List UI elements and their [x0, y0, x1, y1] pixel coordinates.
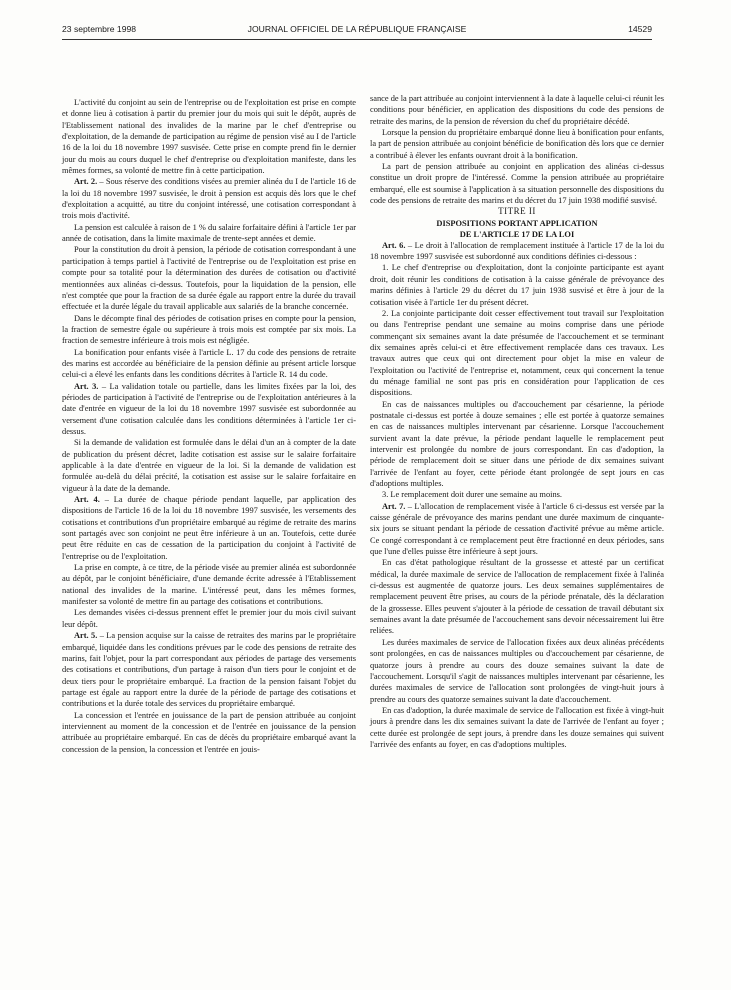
paragraph — [370, 705, 664, 750]
paragraph-text: Les demandes visées ci-dessus prennent effet le premier jour du mois civil suivant leur dépôt. — [62, 608, 356, 629]
paragraph-text: 1. Le chef d'entreprise ou d'exploitation, dont la conjointe participante est ayant droit, doit réunir les conditions de cotisation à la caisse générale de prévoyance des marins définies à l'article 29 du décret du 17 juin 1938 susvisé et être à jour de la cotisation visée à l'article 1er du présent décret. — [370, 263, 664, 307]
paragraph-text: – La validation totale ou partielle, dans les limites fixées par la loi, des périodes de participation à l'activité de l'entreprise ou de l'exploitation antérieures à la date d'entrée en vigueur de la loi du 18 novembre 1997 susvisée est subordonnée au versement d'une cotisation calculée dans les conditions déterminées à l'article 1er ci-dessus. — [62, 381, 356, 436]
article-paragraph — [62, 494, 356, 562]
paragraph-text: – L'allocation de remplacement visée à l'article 6 ci-dessus est versée par la caisse générale de prévoyance des marins pendant une durée maximum de cinquante-six jours se situant pendant la période de cessation d'activité prévue au même article. Ce congé correspondant à ce remplacement peut être fractionné en deux périodes, sans que l'une d'elles puisse être inférieure à sept jours. — [370, 501, 665, 557]
article-paragraph — [62, 176, 356, 221]
paragraph-text: En cas d'état pathologique résultant de la grossesse et attesté par un certificat médical, la durée maximale de service de l'allocation de remplacement fixée à l'alinéa ci-dessus est augmentée de quatorze jours. Les deux semaines supplémentaires de remplacement peuvent être prises, au cours de la période prénatale, dès la déclaration de la grossesse. Elles peuvent s'ajouter à la période de cessation de travail débutant six semaines avant la date présumée de l'accouchement sans devoir nécessairement lui être reliées. — [370, 558, 664, 636]
left-column — [62, 97, 356, 755]
paragraph-text: En cas d'adoption, la durée maximale de service de l'allocation est fixée à vingt-huit jours à prendre dans les dix semaines suivant la date de l'arrivée de l'enfant au foyer ; cette durée est prolongée de sept jours, à prendre dans les douze semaines qui suivent l'arrivée des enfants au foyer, en cas d'adoptions multiples. — [370, 705, 664, 749]
paragraph-text: – Le droit à l'allocation de remplacement instituée à l'article 17 de la loi du 18 novembre 1997 susvisée est subordonné aux conditions définies ci-dessous : — [370, 240, 665, 262]
article-label: Art. 6. — [382, 240, 406, 250]
paragraph — [370, 489, 664, 500]
header-rule — [62, 39, 652, 40]
page-header — [62, 22, 652, 38]
article-paragraph — [62, 630, 356, 709]
titre-subheading-line2: DE L'ARTICLE 17 DE LA LOI — [459, 229, 575, 239]
paragraph — [62, 244, 356, 312]
paragraph — [370, 161, 664, 206]
article-label: Art. 5. — [74, 631, 98, 641]
paragraph-text: 3. Le remplacement doit durer une semaine au moins. — [382, 490, 563, 500]
paragraph-text: – La durée de chaque période pendant laquelle, par application des dispositions de l'article 16 de la loi du 18 novembre 1997 susvisée, les versements des cotisations et contributions d'un propriétaire embarqué au régime de retraite des marins sont partagés avec son conjoint ne peut être inférieure à un an. Toutefois, cette durée peut être réduite en cas de cessation de la participation du conjoint à l'activité de l'entreprise ou de l'exploitation. — [62, 495, 356, 561]
paragraph — [370, 637, 664, 705]
article-label: Art. 4. — [74, 495, 100, 505]
paragraph-text: En cas de naissances multiples ou d'accouchement par césarienne, la période postnatale ci-dessus est portée à douze semaines ; elle est portée à quatorze semaines en cas de naissances multiples intervenant par césarienne. Lorsque l'accouchement survient avant la date prévue, la période pendant laquelle le remplacement peut intervenir est prolongée du nombre de jours correspondant. En cas d'adoption, la période de remplacement doit se situer dans une période de dix semaines suivant l'arrivée de l'enfant au foyer, cette période étant prolongée de sept jours en cas d'adoptions multiples. — [370, 399, 664, 488]
article-label: Art. 3. — [74, 381, 99, 391]
paragraph-text: Si la demande de validation est formulée dans le délai d'un an à compter de la date de publication du présent décret, ladite cotisation est assise sur le salaire forfaitaire applicable à la date d'entrée en vigueur de la loi. Si la demande de validation est formulée au-delà du délai précité, la cotisation est assise sur le salaire forfaitaire en vigueur à la date de la demande. — [62, 438, 356, 493]
paragraph — [370, 399, 664, 490]
right-column — [370, 93, 664, 750]
paragraph-text: La bonification pour enfants visée à l'article L. 17 du code des pensions de retraite des marins est accordée au bénéficiaire de la pension définie au présent article lorsque celui-ci a élevé les enfants dans les conditions décrites à l'article R. 14 du code. — [62, 347, 356, 380]
paragraph-text: Lorsque la pension du propriétaire embarqué donne lieu à bonification pour enfants, la part de pension attribuée au conjoint bénéficie de bonification dès lors que ce dernier a contribué à élever les enfants ouvrant droit à la bonification. — [370, 128, 664, 160]
article-label: Art. 2. — [74, 177, 98, 187]
paragraph — [370, 262, 664, 307]
paragraph — [370, 308, 664, 399]
paragraph — [62, 562, 356, 607]
paragraph-text: Les durées maximales de service de l'allocation fixées aux deux alinéas précédents sont prolongées, en cas de naissances multiples ou d'accouchement par césarienne, de quatorze jours à prendre au cours des douze semaines suivant la date de l'accouchement. Lorsqu'il s'agit de naissances multiples intervenant par césarienne, les durées maximales de service de l'allocation sont prolongées de vingt-huit jours à prendre au cours des quatorze semaines suivant la date d'accouchement. — [370, 637, 664, 704]
article-paragraph — [62, 381, 356, 438]
journal-title: JOURNAL OFFICIEL DE LA RÉPUBLIQUE FRANÇAISE — [247, 24, 467, 34]
paragraph — [62, 607, 356, 630]
paragraph-text: L'activité du conjoint au sein de l'entreprise ou de l'exploitation est prise en compte et donne lieu à cotisation à partir du premier jour du mois qui suit le dépôt, auprès de l'Etablissement national des invalides de la marine par le chef d'entreprise ou d'exploitation, de la demande de participation au régime de pension visé au I de l'article 16 de la loi du 18 novembre 1997 susvisée. Cette prise en compte prend fin le dernier jour du mois au cours duquel le chef d'entreprise ou d'exploitation manifeste, dans les mêmes formes, sa volonté de mettre fin à cette participation. — [62, 98, 356, 176]
paragraph — [62, 437, 356, 494]
article-label: Art. 7. — [382, 501, 406, 511]
page-number: 14529 — [628, 24, 652, 34]
right-column-top — [370, 93, 664, 206]
paragraph-text: – La pension acquise sur la caisse de retraites des marins par le propriétaire embarqué, liquidée dans les conditions prévues par le code des pensions de retraite des marins, fait l'objet, pour la part correspondant aux périodes de partage des versements des cotisations et contributions, d'un partage à raison d'un tiers pour le conjoint et de deux tiers pour le propriétaire embarqué. La fraction de la pension faisant l'objet du partage est égale au rapport entre la durée de la période de partage des cotisations et contributions et la durée totale des services du propriétaire embarqué. — [62, 631, 356, 709]
paragraph — [62, 347, 356, 381]
titre-subheading — [370, 218, 664, 240]
paragraph — [370, 127, 664, 161]
paragraph-text: La pension est calculée à raison de 1 % du salaire forfaitaire défini à l'article 1er par année de cotisation, dans la limite maximale de trente-sept années et demie. — [62, 222, 356, 244]
paragraph-text: Dans le décompte final des périodes de cotisation prises en compte pour la pension, la fraction de semestre égale ou supérieure à trois mois est comptée par six mois. La fraction de semestre inférieure à trois mois est négligée. — [62, 313, 356, 346]
paragraph — [62, 710, 356, 755]
paragraph — [62, 97, 356, 176]
paragraph-text: 2. La conjointe participante doit cesser effectivement tout travail sur l'exploitation ou dans l'entreprise pendant une semaine au moins comprise dans une période commençant six semaines avant la date présumée de l'accouchement et se terminant dix semaines après celui-ci et être effectivement remplacée dans ces travaux. Les travaux autres que ceux qui ont directement pour objet la mise en valeur de l'exploitation ou l'activité de l'entreprise et, notamment, ceux qui concernent la tenue du ménage familial ne sont pas pris en considération pour l'application de ces dispositions. — [370, 308, 664, 398]
paragraph-text: La part de pension attribuée au conjoint en application des alinéas ci-dessus constitue un droit propre de l'intéressé. Comme la pension attribuée au propriétaire embarqué, elle est soumise à l'application à sa situation personnelle des dispositions du code des pensions de retraite des marins et du décret du 17 juin 1938 modifié susvisé. — [370, 162, 664, 206]
paragraph-text: Pour la constitution du droit à pension, la période de cotisation correspondant à une participation à temps partiel à l'activité de l'entreprise ou de l'exploitation est prise en compte pour sa totalité pour la détermination des durées de cotisation ou d'activité mentionnées aux alinéas ci-dessus. Toutefois, pour la liquidation de la pension, elle n'est comptée que pour la fraction de sa durée égale au rapport entre la durée du travail effectuée et la durée légale du travail applicable aux salariés de la branche concernée. — [62, 245, 356, 312]
article-paragraph — [370, 501, 664, 558]
paragraph-text: – Sous réserve des conditions visées au premier alinéa du I de l'article 16 de la loi du 18 novembre 1997 susvisée, le droit à pension est acquis dès lors que le chef d'exploitation a acquitté, au titre du conjoint intéressé, une cotisation correspondant à trois mois d'activité. — [62, 177, 356, 221]
paragraph-text: sance de la part attribuée au conjoint interviennent à la date à laquelle celui-ci réunit les conditions pour bénéficier, en application des dispositions du code des pensions de retraite des marins, de la pension de réversion du chef du propriétaire décédé. — [370, 94, 664, 126]
paragraph-text: La concession et l'entrée en jouissance de la part de pension attribuée au conjoint interviennent au moment de la concession et de l'entrée en jouissance de la pension attribuée au propriétaire embarqué. En cas de décès du propriétaire embarqué avant la concession de la pension, la concession et l'entrée en jouis- — [62, 710, 356, 754]
paragraph — [370, 93, 664, 127]
right-column-bottom — [370, 240, 664, 750]
paragraph-text: La prise en compte, à ce titre, de la période visée au premier alinéa est subordonnée au dépôt, par le conjoint bénéficiaire, d'une demande écrite adressée à l'Etablissement national des invalides de la marine. L'intéressé peut, dans les mêmes formes, manifester sa volonté de mettre fin au partage des cotisations et contributions. — [62, 563, 356, 607]
titre-heading: TITRE II — [498, 206, 536, 217]
titre-subheading-line1: DISPOSITIONS PORTANT APPLICATION — [436, 218, 598, 228]
paragraph — [62, 222, 356, 245]
article-paragraph — [370, 240, 664, 263]
paragraph — [62, 313, 356, 347]
paragraph — [370, 557, 664, 636]
publication-date: 23 septembre 1998 — [62, 24, 137, 34]
